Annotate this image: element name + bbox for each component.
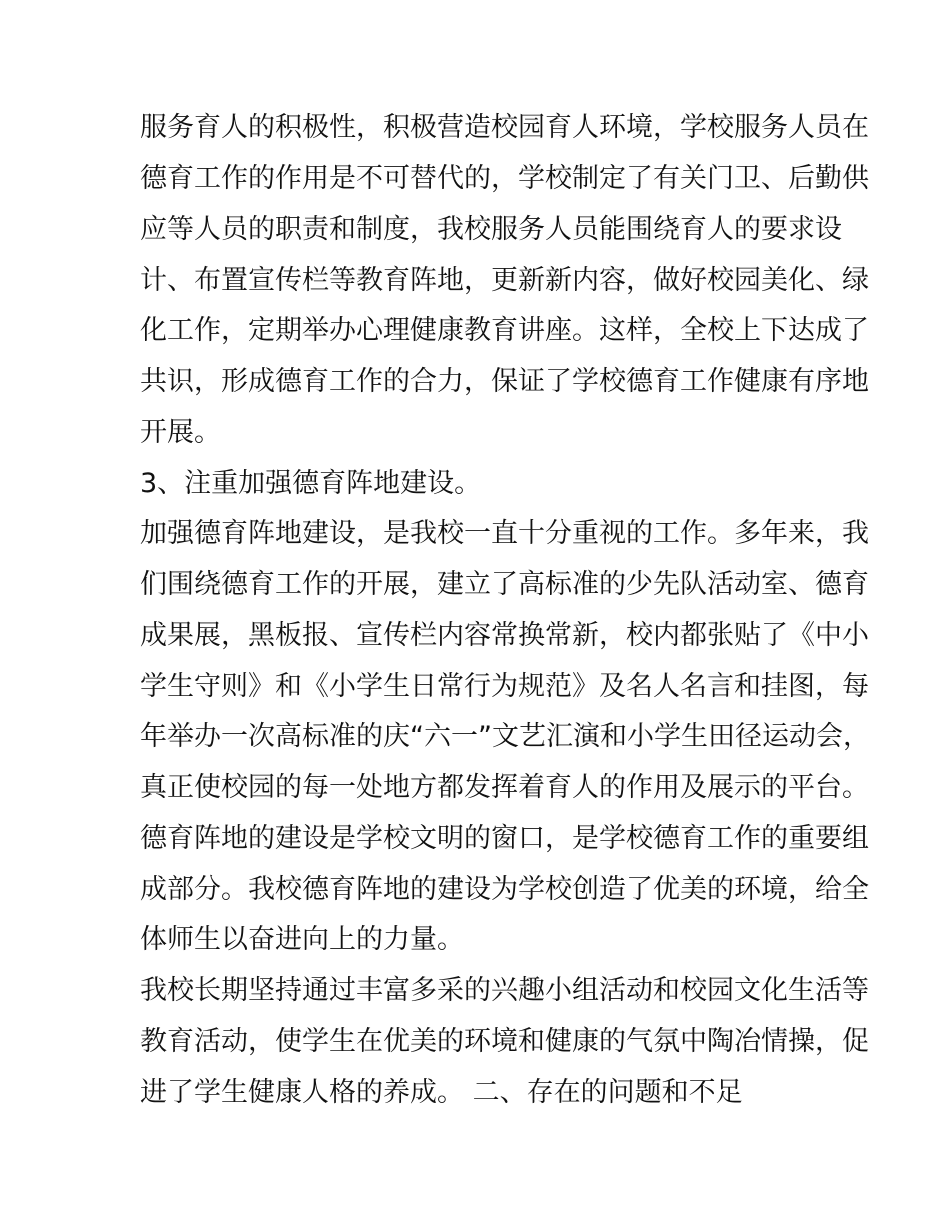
text-line: 成部分。我校德育阵地的建设为学校创造了优美的环境，给全: [140, 874, 869, 905]
text-line: 教育活动，使学生在优美的环境和健康的气氛中陶冶情操，促: [140, 1026, 869, 1057]
text-line: 真正使校园的每一处地方都发挥着育人的作用及展示的平台。: [140, 772, 869, 803]
text-line: 年举办一次高标准的庆“六一”文艺汇演和小学生田径运动会，: [140, 721, 870, 752]
text-line: 共识，形成德育工作的合力，保证了学校德育工作健康有序地: [140, 366, 869, 397]
text-line: 计、布置宣传栏等教育阵地，更新新内容，做好校园美化、绿: [140, 265, 869, 296]
text-line: 我校长期坚持通过丰富多采的兴趣小组活动和校园文化生活等: [140, 975, 869, 1006]
text-line: 化工作，定期举办心理健康教育讲座。这样，全校上下达成了: [140, 315, 869, 346]
text-line: 德育工作的作用是不可替代的，学校制定了有关门卫、后勤供: [140, 163, 869, 194]
text-line: 德育阵地的建设是学校文明的窗口，是学校德育工作的重要组: [140, 823, 869, 854]
text-line: 进了学生健康人格的养成。 二、存在的问题和不足: [140, 1077, 743, 1108]
text-line: 加强德育阵地建设，是我校一直十分重视的工作。多年来，我: [140, 518, 869, 549]
section-heading: 3、注重加强德育阵地建设。: [140, 468, 482, 499]
text-line: 体师生以奋进向上的力量。: [140, 924, 464, 955]
text-line: 应等人员的职责和制度，我校服务人员能围绕育人的要求设: [140, 214, 842, 245]
text-line: 开展。: [140, 417, 221, 448]
text-line: 服务育人的积极性，积极营造校园育人环境，学校服务人员在: [140, 112, 869, 143]
text-line: 们围绕德育工作的开展，建立了高标准的少先队活动室、德育: [140, 569, 869, 600]
text-line: 成果展，黑板报、宣传栏内容常换常新，校内都张贴了《中小: [140, 620, 869, 651]
text-line: 学生守则》和《小学生日常行为规范》及名人名言和挂图，每: [140, 671, 869, 702]
